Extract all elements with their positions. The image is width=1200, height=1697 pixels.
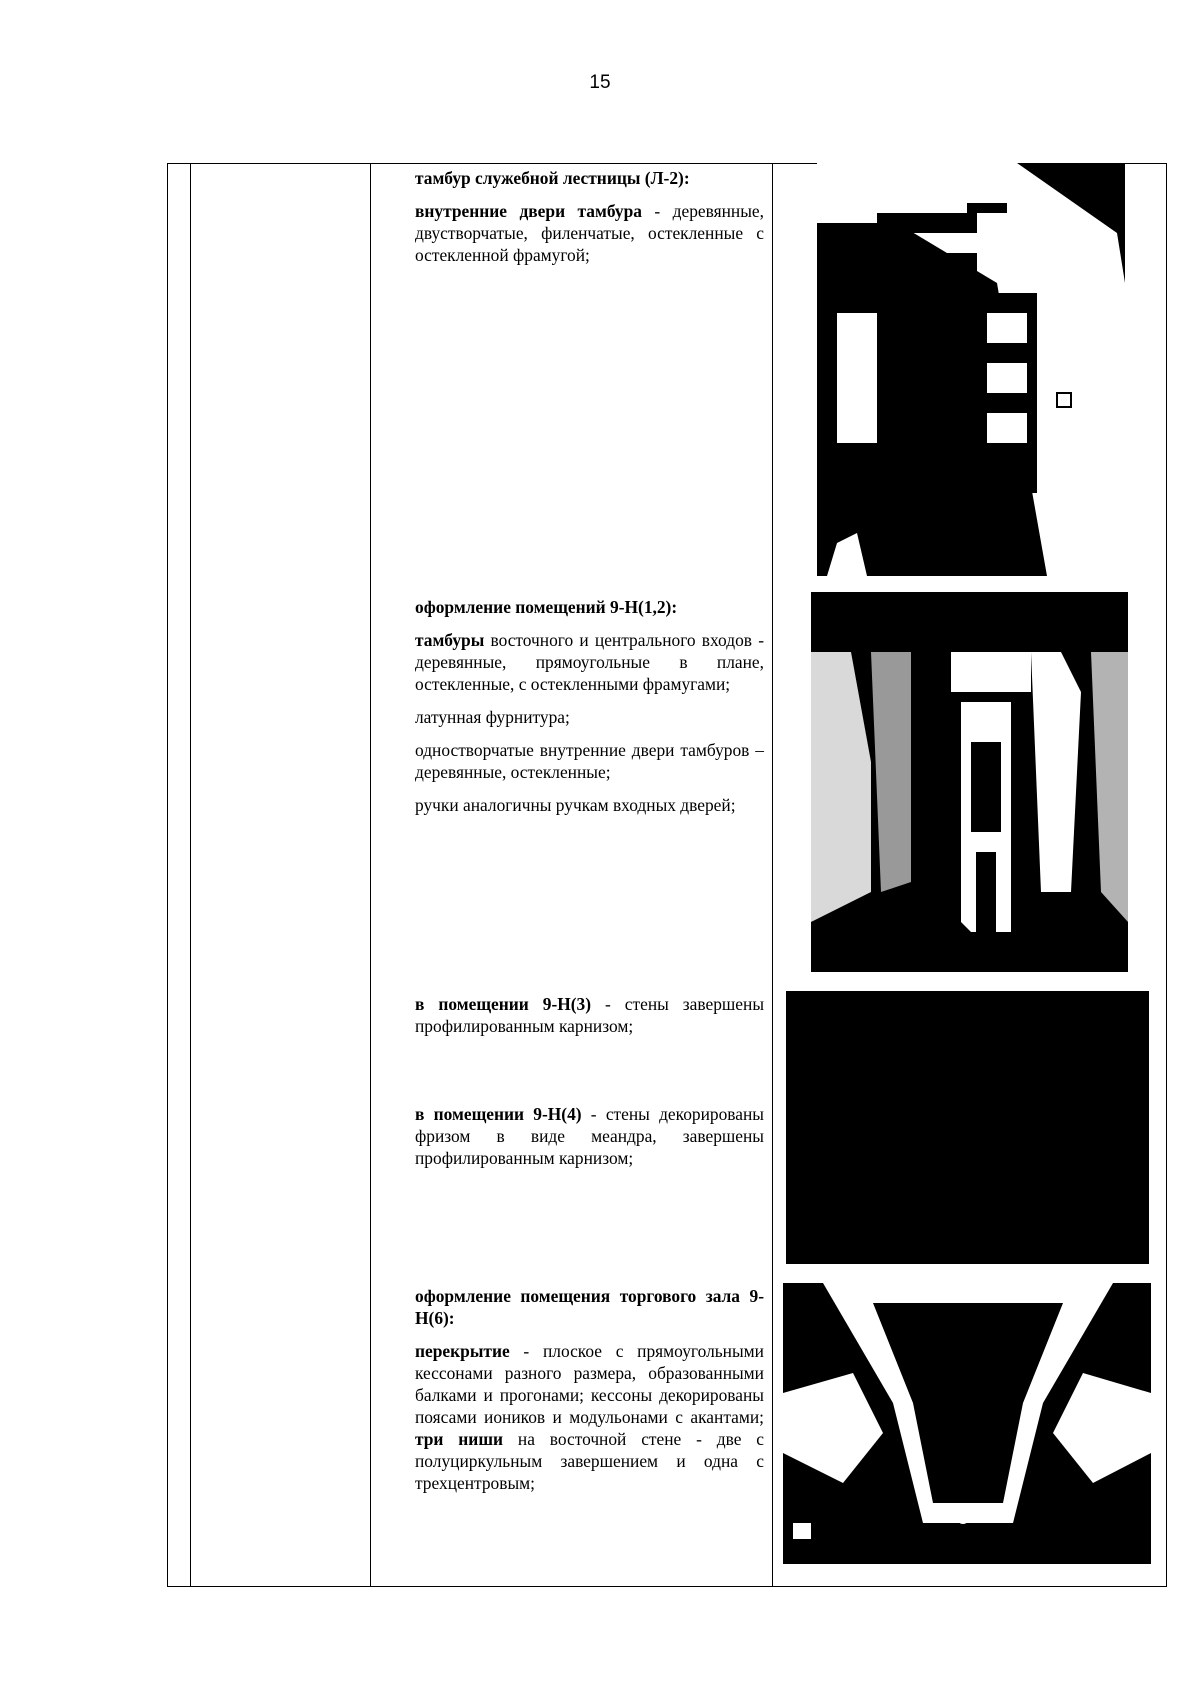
page-number: 15 — [589, 72, 611, 93]
paragraph — [415, 200, 764, 266]
paragraph-text: - плоское с прямоугольными кессонами разного размера, образованными балками и прогонами; кессоны декорированы поясами иоников и модульонами с акантами; — [415, 1341, 764, 1427]
paragraph — [415, 1340, 764, 1494]
paragraph: ручки аналогичны ручкам входных дверей; — [415, 795, 736, 815]
bold-term: три ниши — [415, 1429, 504, 1449]
paragraph-text: - стены декорированы фризом в виде меандра, завершены профилированным карнизом; — [415, 1104, 764, 1168]
photo-stair-vestibule-doors — [817, 163, 1125, 576]
paragraph: одностворчатые внутренние двери тамбуров – деревянные, остекленные; — [415, 740, 764, 782]
paragraph-text: - деревянные, двустворчатые, филенчатые, остекленные с остекленной фрамугой; — [415, 201, 764, 265]
section-heading: оформление помещений 9-Н(1,2): — [415, 597, 678, 617]
column-divider-1 — [190, 164, 191, 1586]
photo-trading-hall-ceiling — [783, 1283, 1151, 1564]
section-stair-vestibule — [415, 167, 764, 277]
section-rooms-9n-1-2 — [415, 596, 764, 827]
bold-term: перекрытие — [415, 1341, 510, 1361]
column-divider-3 — [772, 164, 773, 1586]
paragraph — [415, 993, 764, 1037]
section-trading-hall-9n-6 — [415, 1285, 764, 1505]
photo-entrance-vestibules — [811, 592, 1128, 972]
paragraph — [415, 629, 764, 695]
section-room-9n-3 — [415, 993, 764, 1048]
section-heading: тамбур служебной лестницы (Л-2): — [415, 168, 690, 188]
paragraph: латунная фурнитура; — [415, 707, 570, 727]
paragraph-text: - стены завершены профилированным карнизом; — [415, 994, 764, 1036]
bold-term: в помещении 9-Н(4) — [415, 1104, 582, 1124]
photo-rooms-9n-3-4 — [786, 991, 1149, 1264]
bold-term: внутренние двери тамбура — [415, 201, 642, 221]
column-divider-2 — [370, 164, 371, 1586]
paragraph-text: на восточной стене - две с полуциркульным завершением и одна с трехцентровым; — [415, 1429, 764, 1493]
bold-term: тамбуры — [415, 630, 485, 650]
section-heading: оформление помещения торгового зала 9-Н(6): — [415, 1286, 764, 1328]
bold-term: в помещении 9-Н(3) — [415, 994, 592, 1014]
section-room-9n-4 — [415, 1103, 764, 1180]
paragraph — [415, 1103, 764, 1169]
paragraph-text: восточного и центрального входов - деревянные, прямоугольные в плане, остекленные, с остекленными фрамугами; — [415, 630, 764, 694]
